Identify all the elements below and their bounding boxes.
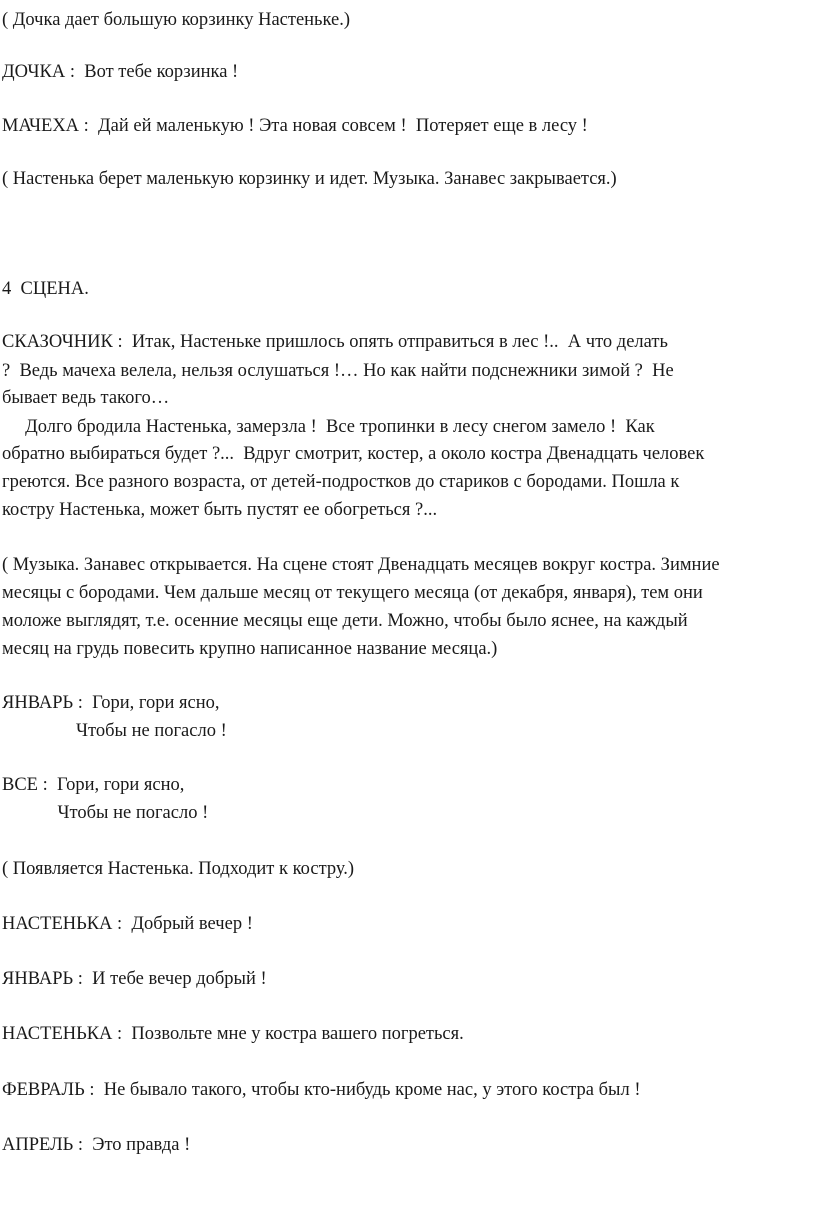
dialogue-line: НАСТЕНЬКА : Позвольте мне у костра вашего погреться. [2,1024,464,1044]
dialogue-line: Чтобы не погасло ! [2,721,227,741]
narration-line: бывает ведь такого… [2,388,170,408]
dialogue-line: ВСЕ : Гори, гори ясно, [2,775,185,795]
stage-direction: месяцы с бородами. Чем дальше месяц от текущего месяца (от декабря, января), тем они [2,583,703,603]
stage-direction: ( Музыка. Занавес открывается. На сцене стоят Двенадцать месяцев вокруг костра. Зимние [2,555,720,575]
dialogue-line: ФЕВРАЛЬ : Не бывало такого, чтобы кто-нибудь кроме нас, у этого костра был ! [2,1080,641,1100]
narration-line: обратно выбираться будет ?... Вдруг смотрит, костер, а около костра Двенадцать человек [2,444,705,464]
narration-line: греются. Все разного возраста, от детей-подростков до стариков с бородами. Пошла к [2,472,680,492]
stage-direction: месяц на грудь повесить крупно написанное название месяца.) [2,639,498,659]
narration-line: СКАЗОЧНИК : Итак, Настеньке пришлось опять отправиться в лес !.. А что делать [2,332,668,352]
narration-line: ? Ведь мачеха велела, нельзя ослушаться !… Но как найти подснежники зимой ? Не [2,361,674,381]
narration-line: Долго бродила Настенька, замерзла ! Все тропинки в лесу снегом замело ! Как [2,417,655,437]
dialogue-line: ЯНВАРЬ : Гори, гори ясно, [2,693,220,713]
dialogue-line: МАЧЕХА : Дай ей маленькую ! Эта новая совсем ! Потеряет еще в лесу ! [2,116,588,136]
stage-direction: ( Дочка дает большую корзинку Настеньке.) [2,10,351,30]
stage-direction: ( Настенька берет маленькую корзинку и идет. Музыка. Занавес закрывается.) [2,169,617,189]
dialogue-line: ЯНВАРЬ : И тебе вечер добрый ! [2,969,267,989]
dialogue-line: Чтобы не погасло ! [2,803,209,823]
stage-direction: ( Появляется Настенька. Подходит к костру.) [2,859,355,879]
dialogue-line: НАСТЕНЬКА : Добрый вечер ! [2,914,253,934]
dialogue-line: ДОЧКА : Вот тебе корзинка ! [2,62,239,82]
scene-heading: 4 СЦЕНА. [2,279,89,299]
dialogue-line: АПРЕЛЬ : Это правда ! [2,1135,191,1155]
stage-direction: моложе выглядят, т.е. осенние месяцы еще дети. Можно, чтобы было яснее, на каждый [2,611,688,631]
narration-line: костру Настенька, может быть пустят ее обогреться ?... [2,500,438,520]
